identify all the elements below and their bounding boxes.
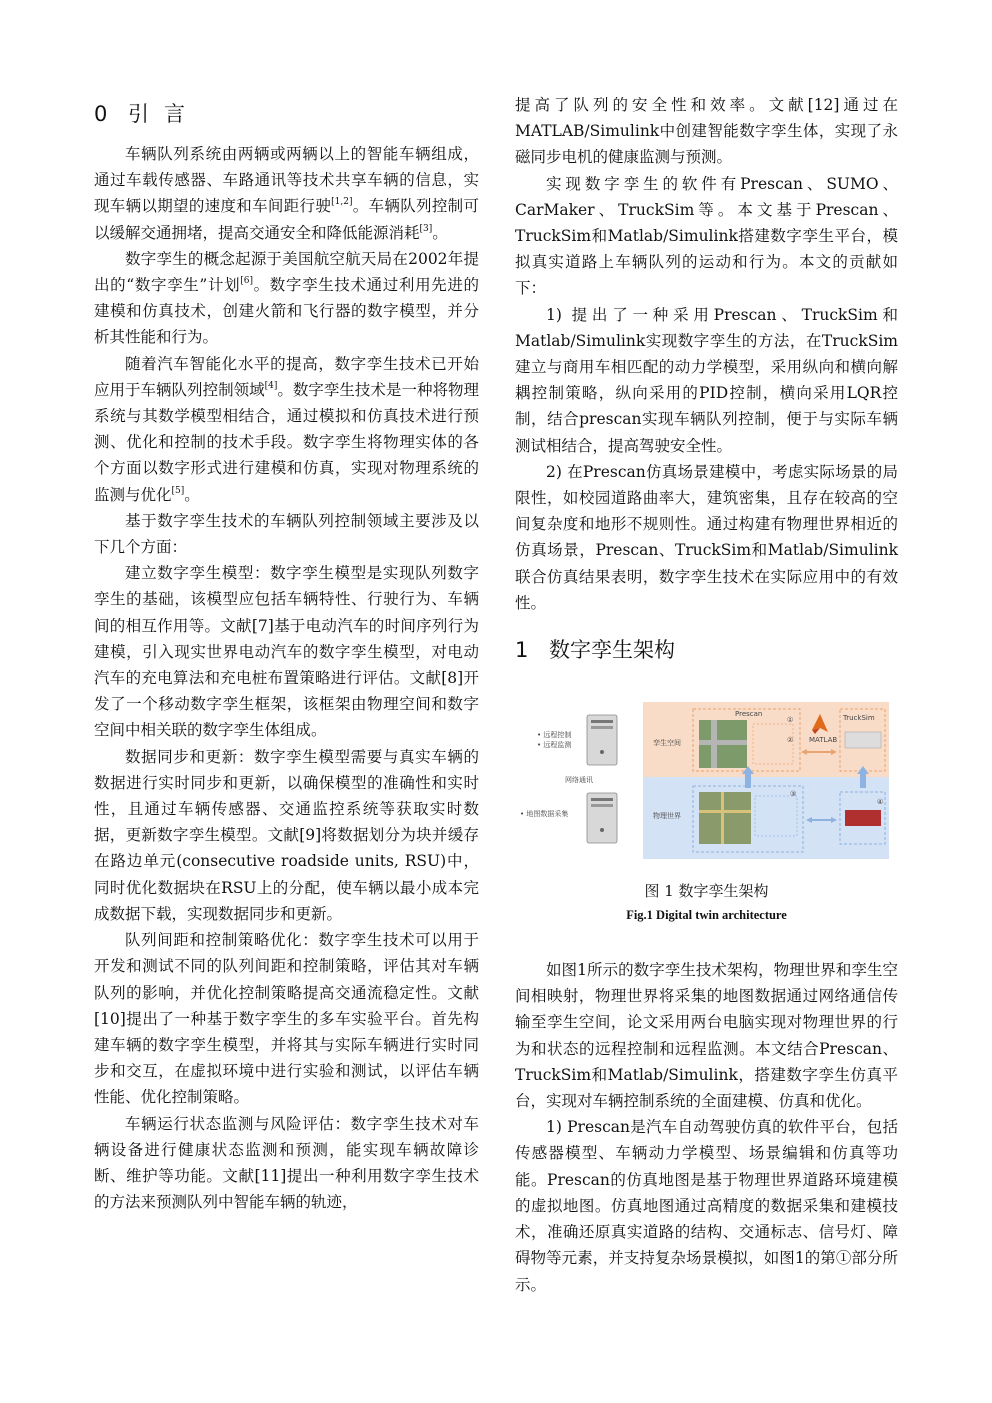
computer-icon-map bbox=[587, 793, 617, 843]
citation[interactable]: [3] bbox=[419, 223, 433, 234]
label-remote-monitor: • 远程监测 bbox=[537, 741, 572, 750]
label-trucksim: TruckSim bbox=[843, 714, 875, 723]
paragraph: 数字孪生的概念起源于美国航空航天局在2002年提出的“数字孪生”计划[6]。数字孪生技术通过利用先进的建模和仿真技术，创建火箭和飞行器的数字模型，并分析其性能和行为。 bbox=[94, 249, 479, 347]
paragraph: 2) 在Prescan仿真场景建模中，考虑实际场景的局限性，如校园道路曲率大，建筑密集，且存在较高的空间复杂度和地形不规则性。通过构建有物理世界相近的仿真场景，Prescan、TruckSim和Matlab/Simulink联合仿真结果表明，数字孪生技术在实际应用中的有效性。 bbox=[515, 462, 898, 612]
section-number: 0 bbox=[94, 102, 108, 126]
section-title: 数字孪生架构 bbox=[549, 638, 675, 663]
paragraph: 1) 提出了一种采用Prescan、TruckSim和Matlab/Simulink实现数字孪生的方法，在TruckSim建立与商用车相匹配的动力学模型，采用纵向和横向解耦控制策略，纵向采用的PID控制，横向采用LQR控制，结合prescan实现车辆队列控制，便于与实际车辆测试相结合，提高驾驶安全性。 bbox=[515, 305, 898, 455]
paragraph: 1) Prescan是汽车自动驾驶仿真的软件平台，包括传感器模型、车辆动力学模型、场景编辑和仿真等功能。Prescan的仿真地图是基于物理世界道路环境建模的虚拟地图。仿真地图通过高精度的数据采集和建模技术，准确还原真实道路的结构、交通标志、信号灯、障碍物等元素，并支持复杂场景模拟，如图1的第①部分所示。 bbox=[515, 1118, 898, 1294]
label-twin-space: 孪生空间 bbox=[653, 739, 681, 748]
marker-2: ② bbox=[787, 736, 794, 745]
paragraph: 基于数字孪生技术的车辆队列控制领域主要涉及以下几个方面： bbox=[94, 511, 479, 557]
section-number: 1 bbox=[515, 638, 529, 663]
label-network: 网络通讯 bbox=[565, 776, 593, 785]
citation[interactable]: [5] bbox=[171, 485, 185, 496]
computer-icon-remote bbox=[587, 715, 617, 765]
paragraph: 提高了队列的安全性和效率。文献[12]通过在MATLAB/Simulink中创建智能数字孪生体，实现了永磁同步电机的健康监测与预测。 bbox=[515, 96, 898, 167]
paragraph: 数据同步和更新：数字孪生模型需要与真实车辆的数据进行实时同步和更新，以确保模型的准确性和实时性，且通过车辆传感器、交通监控系统等获取实时数据，更新数字孪生模型。文献[9]将数据划分为块并缓存在路边单元(consecutive roadside units, RSU)中，同时优化数据块在RSU上的分配，使车辆以最小成本完成数据下载，实现数据同步和更新。 bbox=[94, 747, 479, 923]
citation[interactable]: [1,2] bbox=[331, 197, 353, 208]
label-map-collection: • 地图数据采集 bbox=[520, 810, 569, 819]
left-column bbox=[94, 92, 479, 1215]
architecture-diagram bbox=[515, 700, 898, 868]
paragraph: 实现数字孪生的软件有Prescan、SUMO、CarMaker、TruckSim等。本文基于Prescan、TruckSim和Matlab/Simulink搭建数字孪生平台，模拟真实道路上车辆队列的运动和行为。本文的贡献如下： bbox=[515, 174, 898, 298]
truck-photo bbox=[845, 810, 881, 826]
paragraph: 随着汽车智能化水平的提高，数字孪生技术已开始应用于车辆队列控制领域[4]。数字孪生技术是一种将物理系统与其数学模型相结合，通过模拟和仿真技术进行预测、优化和控制的技术手段。数字孪生将物理实体的各个方面以数字形式进行建模和仿真，实现对物理系统的监测与优化[5]。 bbox=[94, 354, 479, 504]
section-heading-architecture bbox=[515, 634, 898, 666]
citation[interactable]: [4] bbox=[264, 380, 278, 391]
paragraph: 如图1所示的数字孪生技术架构，物理世界和孪生空间相映射，物理世界将采集的地图数据通过网络通信传输至孪生空间，论文采用两台电脑实现对物理世界的行为和状态的远程控制和远程监测。本文结合Prescan、TruckSim和Matlab/Simulink，搭建数字孪生仿真平台，实现对车辆控制系统的全面建模、仿真和优化。 bbox=[515, 961, 898, 1111]
paragraph: 队列间距和控制策略优化：数字孪生技术可以用于开发和测试不同的队列间距和控制策略，评估其对车辆队列的影响，并优化控制策略提高交通流稳定性。文献[10]提出了一种基于数字孪生的多车实验平台。首先构建车辆的数字孪生模型，并将其与实际车辆进行实时同步和交互，在虚拟环境中进行实验和测试，以评估车辆性能、优化控制策略。 bbox=[94, 931, 479, 1107]
marker-1: ① bbox=[787, 716, 794, 725]
marker-4: ④ bbox=[877, 798, 884, 807]
truck-icon bbox=[845, 732, 881, 748]
section-title: 引言 bbox=[128, 102, 200, 126]
label-matlab: MATLAB bbox=[809, 736, 838, 745]
label-remote-control: • 远程控制 bbox=[537, 731, 572, 740]
section-heading-introduction bbox=[94, 98, 479, 130]
figure-caption-en: Fig.1 Digital twin architecture bbox=[626, 908, 787, 923]
label-physical-world: 物理世界 bbox=[653, 812, 681, 821]
paragraph: 建立数字孪生模型：数字孪生模型是实现队列数字孪生的基础，该模型应包括车辆特性、行驶行为、车辆间的相互作用等。文献[7]基于电动汽车的时间序列行为建模，引入现实世界电动汽车的数字孪生模型，对电动汽车的充电算法和充电桩布置策略进行评估。文献[8]开发了一个移动数字孪生框架，该框架由物理空间和数字空间中相关联的数字孪生体组成。 bbox=[94, 564, 479, 740]
paragraph: 车辆队列系统由两辆或两辆以上的智能车辆组成，通过车载传感器、车路通讯等技术共享车辆的信息，实现车辆以期望的速度和车间距行驶[1,2]。车辆队列控制可以缓解交通拥堵，提高交通安全和降低能源消耗[3]。 bbox=[94, 145, 479, 242]
citation[interactable]: [6] bbox=[240, 276, 254, 287]
marker-3: ③ bbox=[790, 790, 797, 799]
satellite-map-thumbnail bbox=[699, 792, 751, 844]
label-prescan: Prescan bbox=[735, 710, 763, 719]
figure-digital-twin-architecture bbox=[515, 700, 898, 868]
figure-caption-cn: 图 1 数字孪生架构 bbox=[644, 882, 769, 901]
paragraph: 车辆运行状态监测与风险评估：数字孪生技术对车辆设备进行健康状态监测和预测，能实现车辆故障诊断、维护等功能。文献[11]提出一种利用数字孪生技术的方法来预测队列中智能车辆的轨迹， bbox=[94, 1114, 479, 1212]
right-column bbox=[515, 92, 898, 1298]
